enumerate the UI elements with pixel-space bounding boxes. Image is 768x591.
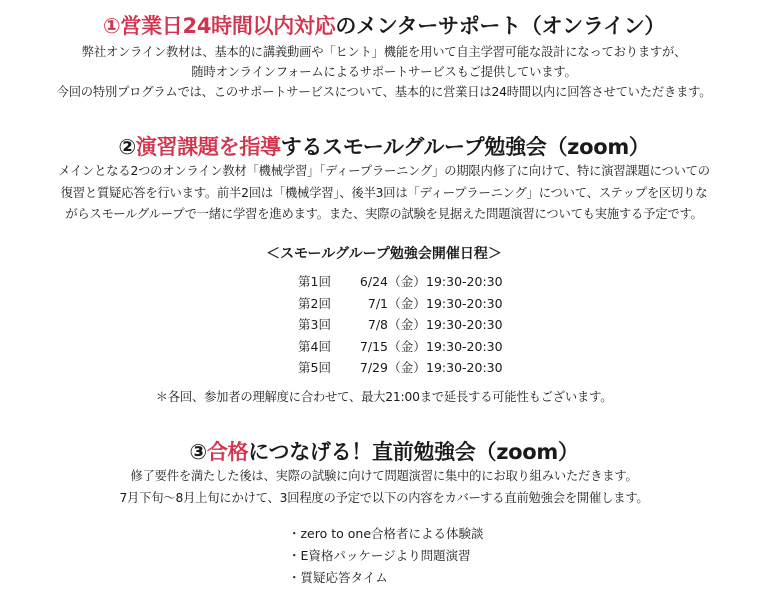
schedule-date: 7/15 bbox=[359, 339, 388, 354]
section1-line-3: 今回の特別プログラムでは、このサポートサービスについて、基本的に営業日は24時間以内に回答させていただきます。 bbox=[56, 85, 712, 99]
schedule-row bbox=[298, 315, 503, 333]
schedule-time: 19:30-20:30 bbox=[426, 296, 503, 311]
section3-line-2: 7月下旬〜8月上旬にかけて、3回程度の予定で以下の内容をカバーする直前勉強会を開催します。 bbox=[119, 491, 649, 505]
schedule-day: （金） bbox=[388, 360, 426, 375]
schedule-day: （金） bbox=[388, 317, 426, 332]
section2-line-2: 復習と質疑応答を行います。前半2回は「機械学習」、後半3回は「ディープラーニング」について、ステップを区切りな bbox=[60, 186, 708, 200]
schedule-no: 第2回 bbox=[298, 296, 331, 311]
schedule-day: （金） bbox=[388, 296, 426, 311]
section1-title-highlight: ①営業日24時間以内対応 bbox=[102, 14, 336, 38]
section3-line-1: 修了要件を満たした後は、実際の試験に向けて問題演習に集中的にお取り組みいただきます。 bbox=[130, 469, 638, 483]
section1-title bbox=[0, 10, 768, 40]
schedule-row bbox=[298, 272, 503, 290]
schedule-day: （金） bbox=[388, 274, 426, 289]
schedule-time: 19:30-20:30 bbox=[426, 274, 503, 289]
schedule-date: 7/1 bbox=[367, 296, 388, 311]
bullet-item: ・E資格パッケージより問題演習 bbox=[288, 548, 471, 563]
schedule-no: 第4回 bbox=[298, 339, 331, 354]
section3-title bbox=[0, 436, 768, 466]
schedule-row bbox=[298, 358, 503, 376]
schedule-no: 第5回 bbox=[298, 360, 331, 375]
schedule-day: （金） bbox=[388, 339, 426, 354]
schedule-date: 7/8 bbox=[367, 317, 388, 332]
section2-title-num: ② bbox=[118, 135, 136, 159]
schedule-date: 7/29 bbox=[359, 360, 388, 375]
section3-title-highlight: 合格 bbox=[206, 440, 249, 464]
schedule-time: 19:30-20:30 bbox=[426, 360, 503, 375]
section2-line-3: がらスモールグループで一緒に学習を進めます。また、実際の試験を見据えた問題演習についても実施する予定です。 bbox=[65, 207, 703, 221]
section1-line-2: 随時オンラインフォームによるサポートサービスもご提供しています。 bbox=[191, 65, 577, 79]
section1-title-rest: のメンターサポート（オンライン） bbox=[335, 14, 666, 38]
schedule-no: 第1回 bbox=[298, 274, 331, 289]
schedule-date: 6/24 bbox=[359, 274, 388, 289]
section1-line-1: 弊社オンライン教材は、基本的に講義動画や「ヒント」機能を用いて自主学習可能な設計になっておりますが、 bbox=[81, 45, 687, 59]
schedule-time: 19:30-20:30 bbox=[426, 317, 503, 332]
section2-title-rest: するスモールグループ勉強会（zoom） bbox=[280, 135, 650, 159]
schedule-note: ＊各回、参加者の理解度に合わせて、最大21:00まで延長する可能性もございます。 bbox=[155, 390, 613, 404]
schedule-row bbox=[298, 337, 503, 355]
schedule-title: ＜スモールグループ勉強会開催日程＞ bbox=[266, 246, 502, 262]
section3-title-num: ③ bbox=[189, 440, 207, 464]
section3-title-rest: につなげる！直前勉強会（zoom） bbox=[248, 440, 579, 464]
schedule-no: 第3回 bbox=[298, 317, 331, 332]
bullet-item: ・質疑応答タイム bbox=[288, 570, 388, 585]
schedule-time: 19:30-20:30 bbox=[426, 339, 503, 354]
section2-title-highlight: 演習課題を指導 bbox=[135, 135, 281, 159]
schedule-row bbox=[298, 294, 503, 312]
section2-line-1: メインとなる2つのオンライン教材「機械学習」「ディープラーニング」の期限内修了に向けて、特に演習課題についての bbox=[58, 164, 710, 178]
bullet-item: ・zero to one合格者による体験談 bbox=[288, 526, 484, 541]
section2-title bbox=[0, 131, 768, 161]
